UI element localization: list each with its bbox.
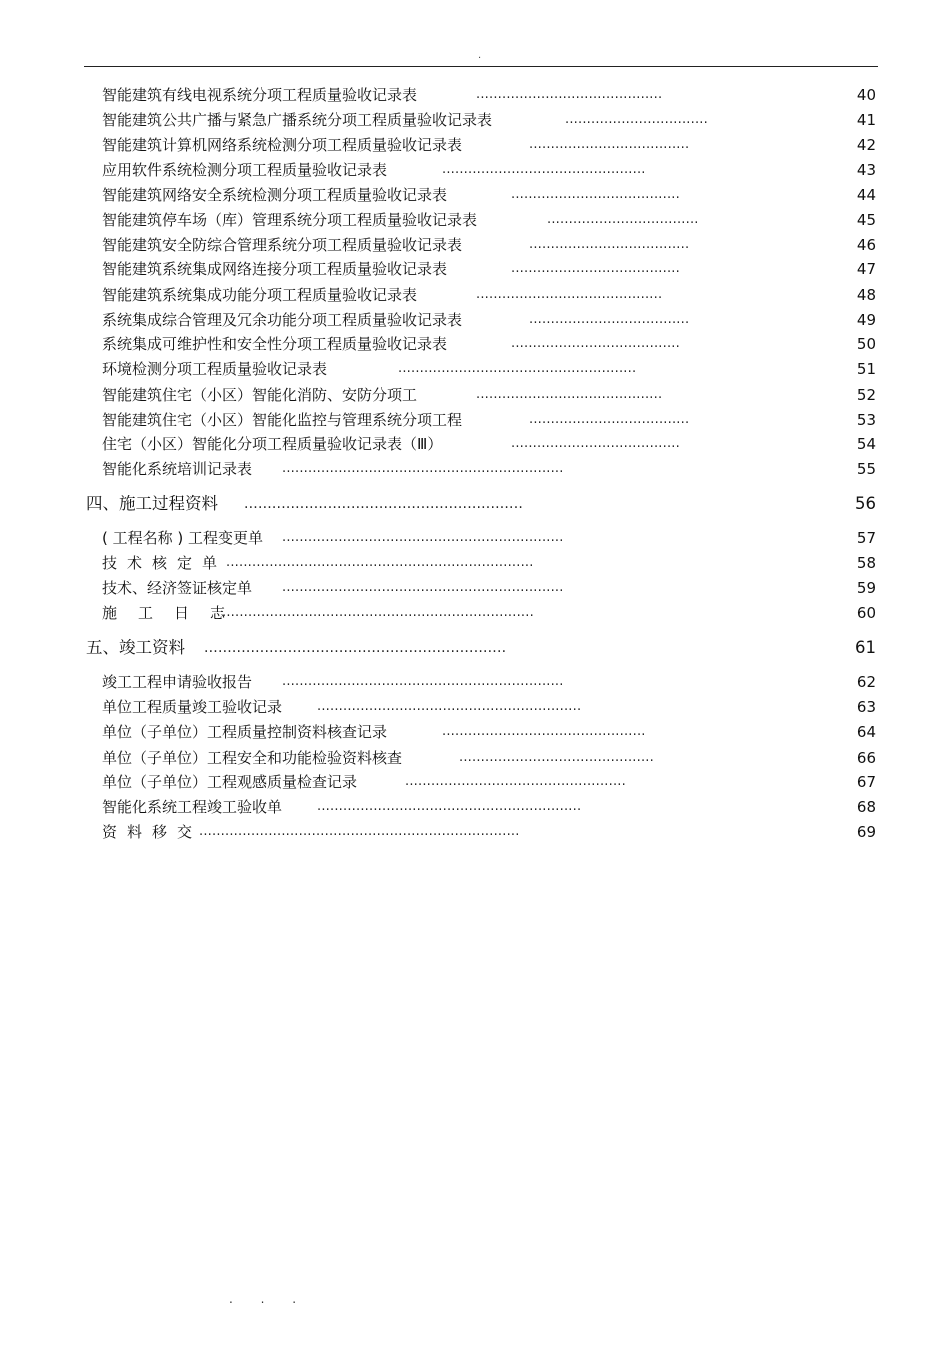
- toc-leader: .....................................: [529, 412, 690, 427]
- toc-entry-title: 智能建筑计算机网络系统检测分项工程质量验收记录表: [102, 136, 463, 154]
- toc-entry[interactable]: [102, 433, 876, 455]
- toc-entry-title: 智能建筑系统集成网络连接分项工程质量验收记录表: [102, 260, 448, 278]
- toc-entry-title: 竣工工程申请验收报告: [102, 673, 253, 691]
- toc-page-number: 68: [856, 798, 876, 816]
- toc-entry-title: 单位（子单位）工程安全和功能检验资料核查: [102, 749, 403, 767]
- toc-entry[interactable]: [102, 671, 876, 693]
- toc-entry-title: 资料移交: [102, 823, 203, 841]
- toc-leader: .......................................: [511, 261, 680, 276]
- toc-section-title: 五、竣工资料: [86, 638, 185, 657]
- toc-page-number: 41: [856, 111, 876, 129]
- toc-page-number: 50: [856, 335, 876, 353]
- footer-mark: . . .: [229, 1292, 309, 1306]
- toc-page-number: 57: [856, 529, 876, 547]
- toc-entry[interactable]: [102, 747, 876, 769]
- toc-section-heading[interactable]: [86, 637, 876, 659]
- toc-leader: ...........................................: [476, 87, 663, 102]
- toc-leader: ...........................................: [476, 387, 663, 402]
- toc-page-number: 62: [856, 673, 876, 691]
- toc-leader: .................................................................: [282, 580, 564, 595]
- toc-entry[interactable]: [102, 258, 876, 280]
- toc-leader: .............................................................: [317, 699, 582, 714]
- toc-entry-title: ( 工程名称 ) 工程变更单: [102, 529, 264, 547]
- toc-leader: .................................................................: [282, 530, 564, 545]
- toc-entry[interactable]: [102, 184, 876, 206]
- toc-entry[interactable]: [102, 284, 876, 306]
- toc-page-number: 40: [856, 86, 876, 104]
- toc-page-number: 47: [856, 260, 876, 278]
- toc-entry[interactable]: [102, 409, 876, 431]
- toc-entry[interactable]: [102, 721, 876, 743]
- toc-page-number: 63: [856, 698, 876, 716]
- toc-entry-title: 智能建筑系统集成功能分项工程质量验收记录表: [102, 286, 418, 304]
- toc-entry-title: 技术核定单: [102, 554, 228, 572]
- toc-page-number: 44: [856, 186, 876, 204]
- header-mark: .: [478, 50, 482, 61]
- toc-entry-title: 单位（子单位）工程观感质量检查记录: [102, 773, 358, 791]
- toc-entry-title: 智能化系统工程竣工验收单: [102, 798, 283, 816]
- toc-leader: ...............................................: [442, 162, 646, 177]
- toc-entry[interactable]: [102, 309, 876, 331]
- toc-page-number: 49: [856, 311, 876, 329]
- toc-entry-title: 智能建筑住宅（小区）智能化监控与管理系统分项工程: [102, 411, 463, 429]
- toc-entry[interactable]: [102, 527, 876, 549]
- toc-entry[interactable]: [102, 602, 876, 624]
- toc-entry-title: 技术、经济签证核定单: [102, 579, 253, 597]
- toc-entry[interactable]: [102, 458, 876, 480]
- toc-leader: .......................................: [511, 436, 680, 451]
- toc-entry[interactable]: [102, 209, 876, 231]
- toc-entry[interactable]: [102, 109, 876, 131]
- toc-leader: ...........................................: [476, 287, 663, 302]
- toc-entry-title: 智能建筑网络安全系统检测分项工程质量验收记录表: [102, 186, 448, 204]
- toc-entry-title: 单位工程质量竣工验收记录: [102, 698, 283, 716]
- toc-entry-title: 单位（子单位）工程质量控制资料核查记录: [102, 723, 388, 741]
- toc-page-number: 69: [856, 823, 876, 841]
- toc-page-number: 46: [856, 236, 876, 254]
- toc-leader: .............................................: [459, 750, 654, 765]
- toc-entry-title: 智能建筑停车场（库）管理系统分项工程质量验收记录表: [102, 211, 478, 229]
- toc-page-number: 66: [856, 749, 876, 767]
- toc-leader: ...................................................: [405, 774, 626, 789]
- toc-page-number: 54: [856, 435, 876, 453]
- toc-leader: .................................................................: [282, 461, 564, 476]
- toc-entry-title: 智能建筑公共广播与紧急广播系统分项工程质量验收记录表: [102, 111, 493, 129]
- toc-entry-title: 系统集成综合管理及冗余功能分项工程质量验收记录表: [102, 311, 463, 329]
- toc-leader: .......................................................: [398, 361, 637, 376]
- toc-page-number: 60: [856, 604, 876, 622]
- toc-leader: ..........................................................................: [199, 824, 520, 839]
- toc-entry[interactable]: [102, 358, 876, 380]
- toc-entry[interactable]: [102, 821, 876, 843]
- toc-leader: .................................................................: [282, 674, 564, 689]
- toc-entry[interactable]: [102, 577, 876, 599]
- toc-page-number: 67: [856, 773, 876, 791]
- toc-leader: .......................................: [511, 336, 680, 351]
- toc-page-number: 42: [856, 136, 876, 154]
- toc-leader: .................................................................: [204, 640, 507, 656]
- toc-page-number: 56: [855, 494, 876, 513]
- toc-page-number: 48: [856, 286, 876, 304]
- toc-leader: ............................................................: [244, 496, 524, 512]
- toc-leader: .......................................................................: [226, 555, 534, 570]
- toc-page-number: 59: [856, 579, 876, 597]
- toc-leader: .....................................: [529, 312, 690, 327]
- toc-page-number: 45: [856, 211, 876, 229]
- toc-leader: .......................................: [511, 187, 680, 202]
- toc-entry-title: 系统集成可维护性和安全性分项工程质量验收记录表: [102, 335, 448, 353]
- toc-entry-title: 智能建筑有线电视系统分项工程质量验收记录表: [102, 86, 418, 104]
- toc-entry-title: 应用软件系统检测分项工程质量验收记录表: [102, 161, 388, 179]
- toc-leader: ...................................: [547, 212, 699, 227]
- toc-page-number: 61: [855, 638, 876, 657]
- toc-page-number: 64: [856, 723, 876, 741]
- toc-entry-title: 智能建筑安全防综合管理系统分项工程质量验收记录表: [102, 236, 463, 254]
- toc-entry-title: 环境检测分项工程质量验收记录表: [102, 360, 328, 378]
- toc-leader: ...............................................: [442, 724, 646, 739]
- toc-entry-title: 住宅（小区）智能化分项工程质量验收记录表（Ⅲ）: [102, 435, 443, 453]
- toc-entry[interactable]: [102, 552, 876, 574]
- toc-entry[interactable]: [102, 134, 876, 156]
- toc-page-number: 58: [856, 554, 876, 572]
- toc-entry[interactable]: [102, 696, 876, 718]
- toc-entry[interactable]: [102, 84, 876, 106]
- toc-entry-title: 施工日志: [102, 604, 247, 622]
- toc-entry[interactable]: [102, 771, 876, 793]
- toc-entry[interactable]: [102, 159, 876, 181]
- toc-page-number: 51: [856, 360, 876, 378]
- toc-leader: .....................................: [529, 237, 690, 252]
- toc-page-number: 43: [856, 161, 876, 179]
- toc-leader: .................................: [565, 112, 708, 127]
- toc-page-number: 52: [856, 386, 876, 404]
- toc-section-heading[interactable]: [86, 493, 876, 515]
- toc-page-number: 53: [856, 411, 876, 429]
- toc-leader: .....................................: [529, 137, 690, 152]
- toc-entry[interactable]: [102, 384, 876, 406]
- toc-section-title: 四、施工过程资料: [86, 494, 218, 513]
- toc-leader: ........................................................................: [222, 605, 534, 620]
- toc-entry[interactable]: [102, 333, 876, 355]
- toc-entry[interactable]: [102, 234, 876, 256]
- toc-entry-title: 智能化系统培训记录表: [102, 460, 253, 478]
- toc-entry-title: 智能建筑住宅（小区）智能化消防、安防分项工: [102, 386, 418, 404]
- toc-page-number: 55: [856, 460, 876, 478]
- toc-leader: .............................................................: [317, 799, 582, 814]
- toc-entry[interactable]: [102, 796, 876, 818]
